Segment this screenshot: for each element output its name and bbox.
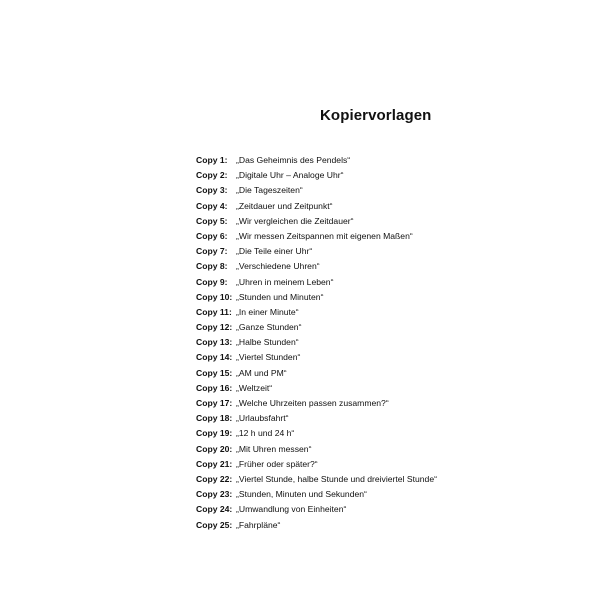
- copy-title: „Wir messen Zeitspannen mit eigenen Maßen“: [236, 230, 413, 241]
- list-item: [196, 442, 496, 457]
- copy-title: „AM und PM“: [236, 367, 287, 378]
- copy-label: Copy 15:: [196, 367, 233, 378]
- list-item: [196, 381, 496, 396]
- copy-title: „Die Tageszeiten“: [236, 185, 303, 196]
- copy-title: „Digitale Uhr – Analoge Uhr“: [236, 170, 344, 181]
- copy-label: Copy 24:: [196, 504, 233, 515]
- list-item: [196, 199, 496, 214]
- list-item: [196, 472, 496, 487]
- copy-label: Copy 19:: [196, 428, 233, 439]
- list-item: [196, 275, 496, 290]
- copy-label: Copy 23:: [196, 489, 233, 500]
- list-item: [196, 183, 496, 198]
- copy-label: Copy 2:: [196, 170, 228, 181]
- list-item: [196, 153, 496, 168]
- list-item: [196, 426, 496, 441]
- copy-title: „In einer Minute“: [236, 306, 299, 317]
- copy-title: „12 h und 24 h“: [236, 428, 295, 439]
- copy-label: Copy 7:: [196, 246, 228, 257]
- copy-label: Copy 25:: [196, 519, 233, 530]
- copy-title: „Urlaubsfahrt“: [236, 413, 289, 424]
- list-item: [196, 244, 496, 259]
- copy-title: „Welche Uhrzeiten passen zusammen?“: [236, 398, 389, 408]
- copy-title: „Wir vergleichen die Zeitdauer“: [236, 215, 354, 226]
- copy-title: „Umwandlung von Einheiten“: [236, 504, 347, 515]
- list-item: [196, 502, 496, 517]
- list-item: [196, 487, 496, 502]
- list-item: [196, 518, 496, 533]
- page-title: Kopiervorlagen: [320, 107, 432, 124]
- list-item: [196, 366, 496, 381]
- copy-title: „Das Geheimnis des Pendels“: [236, 155, 351, 165]
- copy-label: Copy 9:: [196, 276, 228, 287]
- copy-title: „Die Teile einer Uhr“: [236, 246, 313, 257]
- copy-title: „Weltzeit“: [236, 382, 273, 393]
- list-item: [196, 396, 496, 411]
- copy-label: Copy 20:: [196, 443, 233, 454]
- list-item: [196, 335, 496, 350]
- copy-title: „Fahrpläne“: [236, 519, 281, 530]
- copy-title: „Uhren in meinem Leben“: [236, 276, 334, 287]
- list-item: [196, 350, 496, 365]
- copy-label: Copy 11:: [196, 306, 232, 317]
- list-item: [196, 457, 496, 472]
- copy-label: Copy 10:: [196, 291, 233, 302]
- copy-title: „Stunden und Minuten“: [236, 291, 324, 302]
- copy-label: Copy 3:: [196, 185, 228, 196]
- list-item: [196, 214, 496, 229]
- list-item: [196, 229, 496, 244]
- copy-label: Copy 6:: [196, 230, 228, 241]
- copy-label: Copy 22:: [196, 473, 233, 484]
- copy-title: „Ganze Stunden“: [236, 322, 302, 333]
- copy-list: [196, 153, 496, 533]
- copy-title: „Viertel Stunde, halbe Stunde und dreiviertel Stunde“: [236, 473, 437, 484]
- copy-label: Copy 5:: [196, 215, 228, 226]
- copy-label: Copy 14:: [196, 352, 233, 363]
- list-item: [196, 411, 496, 426]
- copy-label: Copy 18:: [196, 413, 233, 424]
- copy-label: Copy 16:: [196, 382, 233, 393]
- copy-label: Copy 8:: [196, 261, 228, 272]
- list-item: [196, 168, 496, 183]
- copy-title: „Verschiedene Uhren“: [236, 261, 320, 272]
- copy-label: Copy 1:: [196, 155, 228, 165]
- list-item: [196, 305, 496, 320]
- copy-title: „Mit Uhren messen“: [236, 443, 312, 454]
- copy-label: Copy 4:: [196, 200, 228, 211]
- list-item: [196, 320, 496, 335]
- copy-title: „Zeitdauer und Zeitpunkt“: [236, 200, 333, 211]
- copy-label: Copy 13:: [196, 337, 233, 348]
- list-item: [196, 290, 496, 305]
- copy-title: „Halbe Stunden“: [236, 337, 299, 348]
- copy-title: „Stunden, Minuten und Sekunden“: [236, 489, 367, 500]
- copy-label: Copy 21:: [196, 458, 233, 469]
- copy-label: Copy 17:: [196, 398, 233, 408]
- copy-title: „Viertel Stunden“: [236, 352, 301, 363]
- list-item: [196, 259, 496, 274]
- copy-title: „Früher oder später?“: [236, 458, 318, 469]
- copy-label: Copy 12:: [196, 322, 233, 333]
